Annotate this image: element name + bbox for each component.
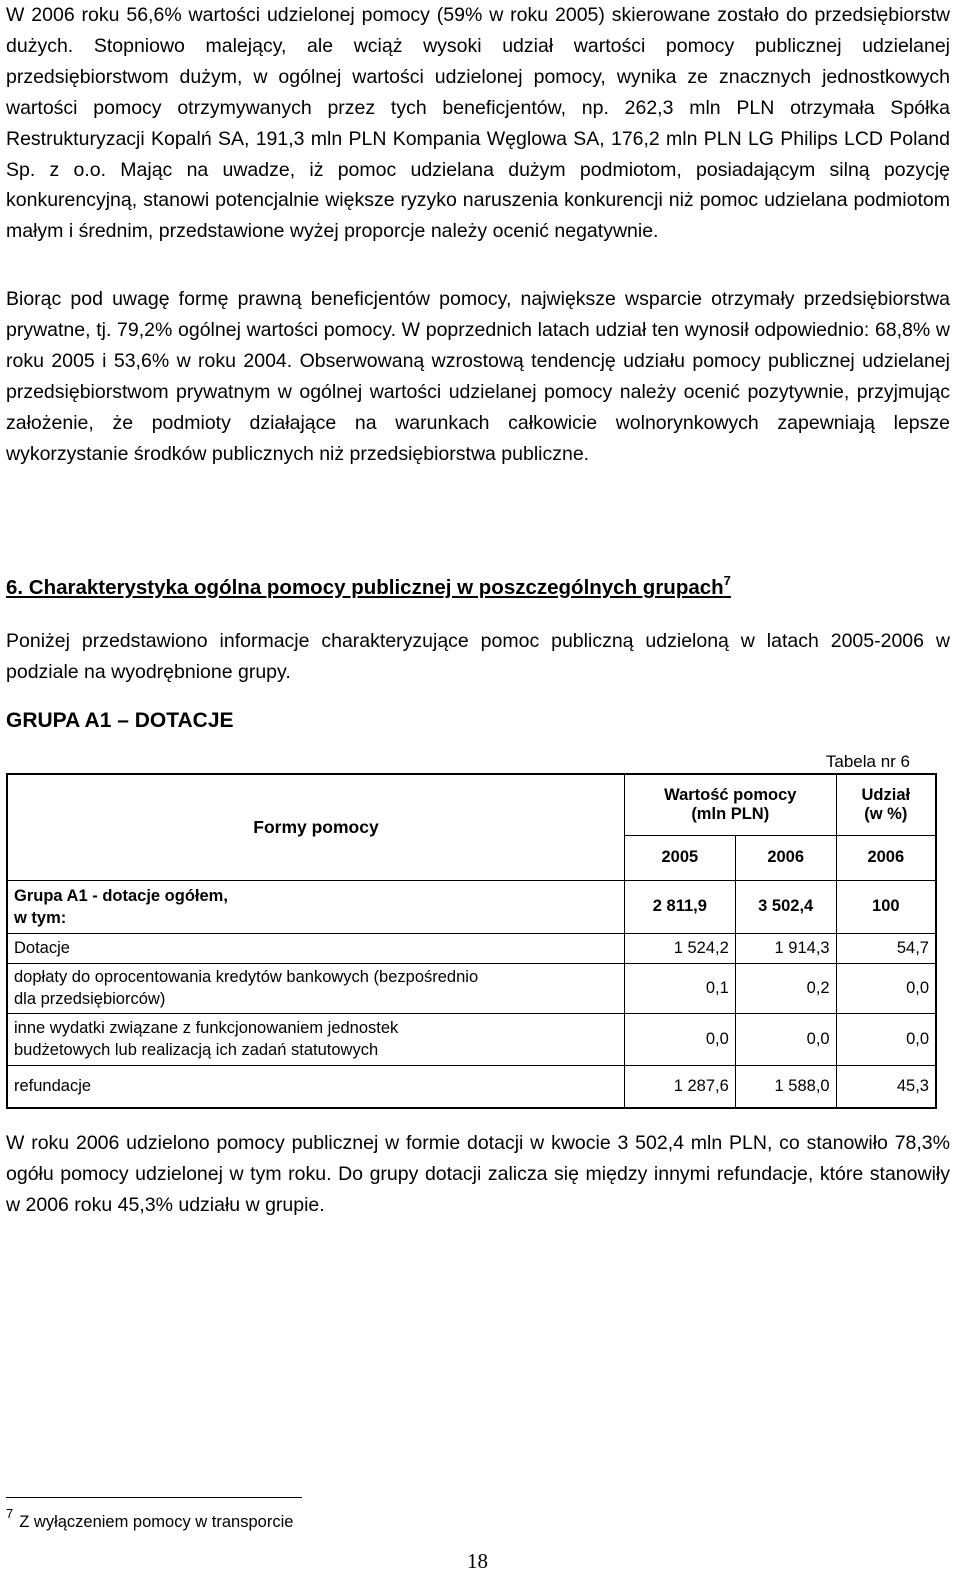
cell-share: 0,0 — [836, 963, 936, 1013]
section-heading-text: 6. Charakterystyka ogólna pomocy publicznej w poszczególnych grupach — [6, 576, 724, 599]
row-label-line2: w tym: — [14, 908, 67, 927]
footnote-reference: 7 — [723, 573, 731, 588]
header-year-2006-share: 2006 — [836, 835, 936, 880]
cell-2005: 0,0 — [624, 1013, 735, 1065]
cell-2006: 3 502,4 — [735, 880, 836, 933]
aid-forms-table — [6, 773, 937, 1109]
paragraph-grants-summary: W roku 2006 udzielono pomocy publicznej w formie dotacji w kwocie 3 502,4 mln PLN, co stanowiło 78,3% ogółu pomocy udzielonej w tym roku. Do grupy dotacji zalicza się między innymi refundacje, które stanowiły w 2006 roku 45,3% udziału w grupie. — [6, 1132, 950, 1216]
cell-2006: 0,0 — [735, 1013, 836, 1065]
page-number: 18 — [467, 1549, 488, 1573]
row-label — [7, 963, 624, 1013]
cell-2005: 1 287,6 — [624, 1065, 735, 1108]
footnote — [6, 1506, 293, 1532]
paragraph-large-enterprises: W 2006 roku 56,6% wartości udzielonej pomocy (59% w roku 2005) skierowane zostało do przedsiębiorstw dużych. Stopniowo malejący, ale wciąż wysoki udział wartości pomocy publicznej udzielanej przedsiębiorstwom dużym, w ogólnej wartości udzielonej pomocy, wynika ze znacznych jednostkowych wartości pomocy otrzymywanych przez tych beneficjentów, np. 262,3 mln PLN otrzymała Spółka Restrukturyzacji Kopalń SA, 191,3 mln PLN Kompania Węglowa SA, 176,2 mln PLN LG Philips LCD Poland Sp. z o.o. Mając na uwadze, iż pomoc udzielana dużym podmiotom, posiadającym silną pozycję konkurencyjną, stanowi potencjalnie większe ryzyko naruszenia konkurencji niż pomoc udzielana podmiotom małym i średnim, przedstawione wyżej proporcje należy ocenić negatywnie. — [6, 4, 950, 243]
table-row — [7, 880, 936, 933]
cell-share: 54,7 — [836, 933, 936, 963]
table-row — [7, 963, 936, 1013]
row-label: Dotacje — [7, 933, 624, 963]
header-share-line2: (w %) — [864, 804, 908, 823]
table-row — [7, 1065, 936, 1108]
cell-2006: 0,2 — [735, 963, 836, 1013]
header-forms: Formy pomocy — [7, 774, 624, 880]
cell-2005: 2 811,9 — [624, 880, 735, 933]
header-value — [624, 774, 836, 835]
table-row — [7, 933, 936, 963]
table-row — [7, 1013, 936, 1065]
table-header-row — [7, 774, 936, 835]
row-label — [7, 880, 624, 933]
cell-share: 45,3 — [836, 1065, 936, 1108]
cell-2006: 1 914,3 — [735, 933, 836, 963]
cell-2005: 1 524,2 — [624, 933, 735, 963]
section-heading — [6, 573, 731, 600]
footnote-divider — [6, 1497, 302, 1498]
row-label — [7, 1013, 624, 1065]
cell-2005: 0,1 — [624, 963, 735, 1013]
header-value-line1: Wartość pomocy — [664, 785, 797, 804]
cell-share: 0,0 — [836, 1013, 936, 1065]
footnote-text: Z wyłączeniem pomocy w transporcie — [19, 1513, 294, 1531]
header-year-2006: 2006 — [735, 835, 836, 880]
header-value-line2: (mln PLN) — [691, 804, 770, 823]
header-year-2005: 2005 — [624, 835, 735, 880]
group-heading: GRUPA A1 – DOTACJE — [6, 709, 234, 732]
row-label: refundacje — [7, 1065, 624, 1108]
header-share — [836, 774, 936, 835]
cell-2006: 1 588,0 — [735, 1065, 836, 1108]
row-label-line1: dopłaty do oprocentowania kredytów bankowych (bezpośrednio — [14, 968, 479, 986]
cell-share: 100 — [836, 880, 936, 933]
header-share-line1: Udział — [861, 785, 911, 804]
footnote-number: 7 — [6, 1506, 14, 1521]
row-label-line2: budżetowych lub realizacją ich zadań statutowych — [14, 1041, 379, 1059]
row-label-line1: inne wydatki związane z funkcjonowaniem jednostek — [14, 1019, 399, 1037]
row-label-line1: Grupa A1 - dotacje ogółem, — [14, 886, 228, 905]
paragraph-legal-form: Biorąc pod uwagę formę prawną beneficjentów pomocy, największe wsparcie otrzymały przedsiębiorstwa prywatne, tj. 79,2% ogólnej wartości pomocy. W poprzednich latach udział ten wynosił odpowiednio: 68,8% w roku 2005 i 53,6% w roku 2004. Obserwowaną wzrostową tendencję udziału pomocy publicznej udzielanej przedsiębiorstwom prywatnym w ogólnej wartości udzielanej pomocy należy ocenić pozytywnie, przyjmując założenie, że podmioty działające na warunkach całkowicie wolnorynkowych zapewniają lepsze wykorzystanie środków publicznych niż przedsiębiorstwa publiczne. — [6, 288, 950, 465]
row-label-line2: dla przedsiębiorców) — [14, 990, 166, 1008]
table-caption: Tabela nr 6 — [825, 752, 910, 771]
paragraph-intro: Poniżej przedstawiono informacje charakteryzujące pomoc publiczną udzieloną w latach 2005-2006 w podziale na wyodrębnione grupy. — [6, 630, 950, 683]
